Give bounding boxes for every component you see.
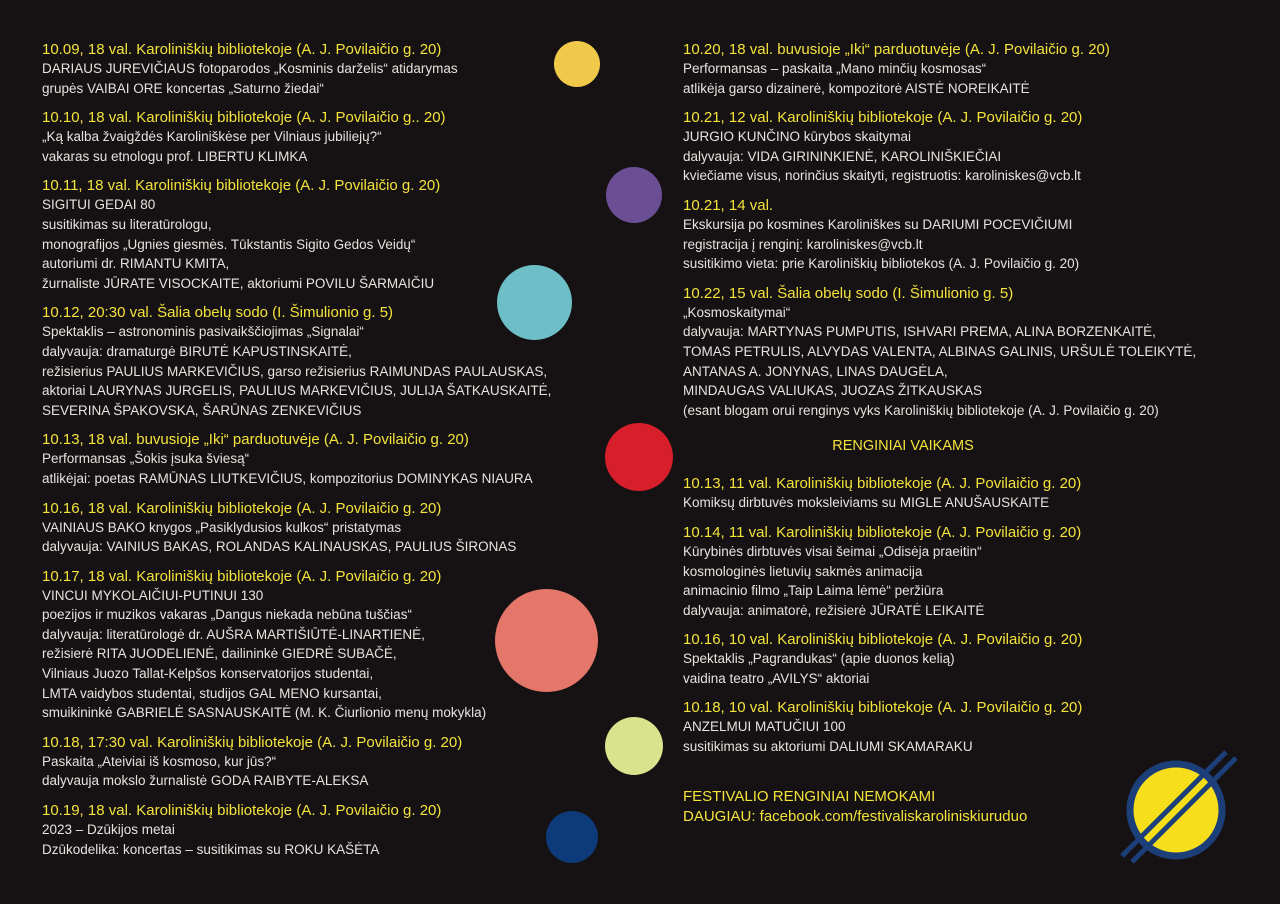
event-block: [683, 108, 1243, 186]
event-description-line: dalyvauja: literatūrologė dr. AUŠRA MARTIŠIŪTĖ-LINARTIENĖ,: [42, 626, 425, 642]
event-description-line: TOMAS PETRULIS, ALVYDAS VALENTA, ALBINAS GALINIS, URŠULĖ TOLEIKYTĖ,: [683, 343, 1197, 359]
event-description-line: DARIAUS JUREVIČIAUS fotoparodos „Kosminis darželis“ atidarymas: [42, 61, 458, 76]
event-block: [683, 40, 1243, 98]
event-description-line: Ekskursija po kosmines Karoliniškes su DARIUMI POCEVIČIUMI: [683, 216, 1073, 232]
red-planet-dot: [605, 423, 673, 491]
event-description-line: režisierius PAULIUS MARKEVIČIUS, garso režisierius RAIMUNDAS PAULAUSKAS,: [42, 363, 548, 379]
event-block: [42, 108, 602, 166]
event-block: [42, 733, 602, 791]
event-description-line: monografijos „Ugnies giesmės. Tūkstantis Sigito Gedos Veidų“: [42, 236, 416, 252]
event-description-line: LMTA vaidybos studentai, studijos GAL MENO kursantai,: [42, 685, 382, 701]
footer-free-events: FESTIVALIO RENGINIAI NEMOKAMI: [683, 787, 936, 805]
event-date-place: 10.09, 18 val. Karoliniškių bibliotekoje (A. J. Povilaičio g. 20): [42, 41, 442, 58]
event-description-line: žurnaliste JŪRATE VISOCKAITE, aktoriumi POVILU ŠARMAIČIU: [42, 275, 435, 291]
event-date-place: 10.18, 17:30 val. Karoliniškių bibliotekoje (A. J. Povilaičio g. 20): [42, 733, 463, 751]
event-description-line: dalyvauja mokslo žurnalistė GODA RAIBYTE-ALEKSA: [42, 773, 369, 789]
event-description-line: (esant blogam orui renginys vyks Karoliniškių bibliotekoje (A. J. Povilaičio g. 20): [683, 402, 1159, 418]
event-description-line: režisierė RITA JUODELIENĖ, dailininkė GIEDRĖ SUBAČĖ,: [42, 646, 397, 662]
event-date-place: 10.13, 11 val. Karoliniškių bibliotekoje (A. J. Povilaičio g. 20): [683, 475, 1082, 493]
event-description-line: dalyvauja: VIDA GIRININKIENĖ, KAROLINIŠKIEČIAI: [683, 148, 1002, 164]
event-description-line: VAINIAUS BAKO knygos „Pasiklydusios kulkos“ pristatymas: [42, 519, 402, 535]
event-description-line: Spektaklis – astronominis pasivaikščiojimas „Signalai“: [42, 324, 364, 340]
event-description-line: Komiksų dirbtuvės moksleiviams su MIGLE ANUŠAUSKAITE: [683, 495, 1050, 511]
event-description-line: atlikėja garso dizainerė, kompozitorė AISTĖ NOREIKAITĖ: [683, 80, 1030, 96]
event-description-line: Dzūkodelika: koncertas – susitikimas su ROKU KAŠĖTA: [42, 841, 380, 857]
event-description-line: Kūrybinės dirbtuvės visai šeimai „Odisėja praeitin“: [683, 543, 982, 559]
event-description-line: smuikininkė GABRIELĖ SASNAUSKAITĖ (M. K. Čiurlionio menų mokykla): [42, 705, 487, 721]
event-block: [42, 40, 602, 98]
event-date-place: 10.18, 10 val. Karoliniškių bibliotekoje (A. J. Povilaičio g. 20): [683, 699, 1083, 717]
salmon-planet-dot: [495, 589, 598, 692]
event-date-place: 10.16, 18 val. Karoliniškių bibliotekoje (A. J. Povilaičio g. 20): [42, 499, 442, 517]
event-date-place: 10.12, 20:30 val. Šalia obelų sodo (I. Šimulionio g. 5): [42, 304, 394, 322]
event-description-line: atlikėjai: poetas RAMŪNAS LIUTKEVIČIUS, kompozitorius DOMINYKAS NIAURA: [42, 470, 533, 486]
event-description-line: dalyvauja: dramaturgė BIRUTĖ KAPUSTINSKAITĖ,: [42, 343, 352, 359]
event-description-line: vaidina teatro „AVILYS“ aktoriai: [683, 670, 870, 686]
event-date-place: 10.17, 18 val. Karoliniškių bibliotekoje (A. J. Povilaičio g. 20): [42, 567, 442, 585]
event-block: [683, 474, 1243, 513]
event-description-line: MINDAUGAS VALIUKAS, JUOZAS ŽITKAUSKAS: [683, 383, 983, 399]
event-description-line: kosmologinės lietuvių sakmės animacija: [683, 563, 923, 579]
event-date-place: 10.19, 18 val. Karoliniškių bibliotekoje (A. J. Povilaičio g. 20): [42, 802, 442, 820]
footer-more-link[interactable]: DAUGIAU: facebook.com/festivaliskaroliniskiuruduo: [683, 807, 1028, 825]
event-block: [42, 801, 602, 859]
event-description-line: aktoriai LAURYNAS JURGELIS, PAULIUS MARKEVIČIUS, JULIJA ŠATKAUSKAITĖ,: [42, 383, 552, 399]
event-description-line: susitikimo vieta: prie Karoliniškių bibliotekos (A. J. Povilaičio g. 20): [683, 256, 1080, 272]
event-block: [42, 430, 602, 488]
event-description-line: SEVERINA ŠPAKOVSKA, ŠARŪNAS ZENKEVIČIUS: [42, 402, 362, 418]
event-description-line: dalyvauja: MARTYNAS PUMPUTIS, ISHVARI PREMA, ALINA BORZENKAITĖ,: [683, 324, 1156, 340]
event-description-line: autoriumi dr. RIMANTU KMITA,: [42, 256, 230, 272]
purple-planet-dot: [606, 167, 662, 223]
event-description-line: registracija į renginį: karoliniskes@vcb.lt: [683, 236, 923, 252]
event-description-line: ANZELMUI MATUČIUI 100: [683, 719, 846, 735]
yellow-planet-dot: [554, 41, 600, 87]
event-description-line: JURGIO KUNČINO kūrybos skaitymai: [683, 129, 912, 145]
event-description-line: ANTANAS A. JONYNAS, LINAS DAUGĖLA,: [683, 363, 948, 379]
event-description-line: SIGITUI GEDAI 80: [42, 197, 156, 213]
left-column: [42, 40, 602, 869]
event-description-line: Paskaita „Ateiviai iš kosmoso, kur jūs?“: [42, 753, 277, 769]
event-date-place: 10.22, 15 val. Šalia obelų sodo (I. Šimulionio g. 5): [683, 284, 1014, 302]
event-description-line: Performansas – paskaita „Mano minčių kosmosas“: [683, 61, 987, 76]
event-description-line: Spektaklis „Pagrandukas“ (apie duonos kelią): [683, 651, 955, 667]
event-description-line: 2023 – Dzūkijos metai: [42, 822, 175, 838]
event-date-place: 10.13, 18 val. buvusioje „Iki“ parduotuvėje (A. J. Povilaičio g. 20): [42, 431, 469, 449]
event-description-line: „Kosmoskaitymai“: [683, 304, 791, 320]
event-description-line: dalyvauja: VAINIUS BAKAS, ROLANDAS KALINAUSKAS, PAULIUS ŠIRONAS: [42, 539, 517, 555]
lime-planet-dot: [605, 717, 663, 775]
event-date-place: 10.11, 18 val. Karoliniškių bibliotekoje (A. J. Povilaičio g. 20): [42, 177, 441, 195]
event-date-place: 10.21, 12 val. Karoliniškių bibliotekoje (A. J. Povilaičio g. 20): [683, 109, 1083, 127]
navy-planet-dot: [546, 811, 598, 863]
event-description-line: VINCUI MYKOLAIČIUI-PUTINUI 130: [42, 587, 264, 603]
event-date-place: 10.14, 11 val. Karoliniškių bibliotekoje (A. J. Povilaičio g. 20): [683, 523, 1082, 541]
festival-logo-icon: [1118, 748, 1243, 866]
event-block: [683, 196, 1243, 274]
event-description-line: „Ką kalba žvaigždės Karoliniškėse per Vilniaus jubiliejų?“: [42, 129, 382, 145]
event-description-line: dalyvauja: animatorė, režisierė JŪRATĖ LEIKAITĖ: [683, 602, 985, 618]
event-block: [42, 499, 602, 557]
event-description-line: Performansas „Šokis įsuka šviesą“: [42, 451, 250, 467]
event-description-line: susitikimas su literatūrologu,: [42, 216, 212, 232]
event-date-place: 10.16, 10 val. Karoliniškių bibliotekoje (A. J. Povilaičio g. 20): [683, 631, 1083, 649]
event-description-line: grupės VAIBAI ORE koncertas „Saturno žiedai“: [42, 80, 324, 96]
event-date-place: 10.20, 18 val. buvusioje „Iki“ parduotuvėje (A. J. Povilaičio g. 20): [683, 41, 1110, 58]
event-description-line: Vilniaus Juozo Tallat-Kelpšos konservatorijos studentai,: [42, 666, 374, 682]
kids-section-title: RENGINIAI VAIKAMS: [832, 438, 974, 455]
event-block: [683, 284, 1243, 421]
event-description-line: kviečiame visus, norinčius skaityti, registruotis: karoliniskes@vcb.lt: [683, 168, 1081, 184]
event-date-place: 10.21, 14 val.: [683, 196, 774, 214]
event-block: [683, 523, 1243, 620]
right-column: [683, 40, 1243, 827]
event-date-place: 10.10, 18 val. Karoliniškių bibliotekoje (A. J. Povilaičio g.. 20): [42, 109, 446, 127]
event-description-line: susitikimas su aktoriumi DALIUMI SKAMARAKU: [683, 739, 973, 755]
cyan-planet-dot: [497, 265, 572, 340]
event-description-line: animacinio filmo „Taip Laima lėmė“ peržiūra: [683, 583, 944, 599]
event-description-line: vakaras su etnologu prof. LIBERTU KLIMKA: [42, 148, 308, 164]
event-description-line: poezijos ir muzikos vakaras „Dangus niekada nebūna tuščias“: [42, 607, 412, 623]
event-block: [683, 630, 1243, 688]
